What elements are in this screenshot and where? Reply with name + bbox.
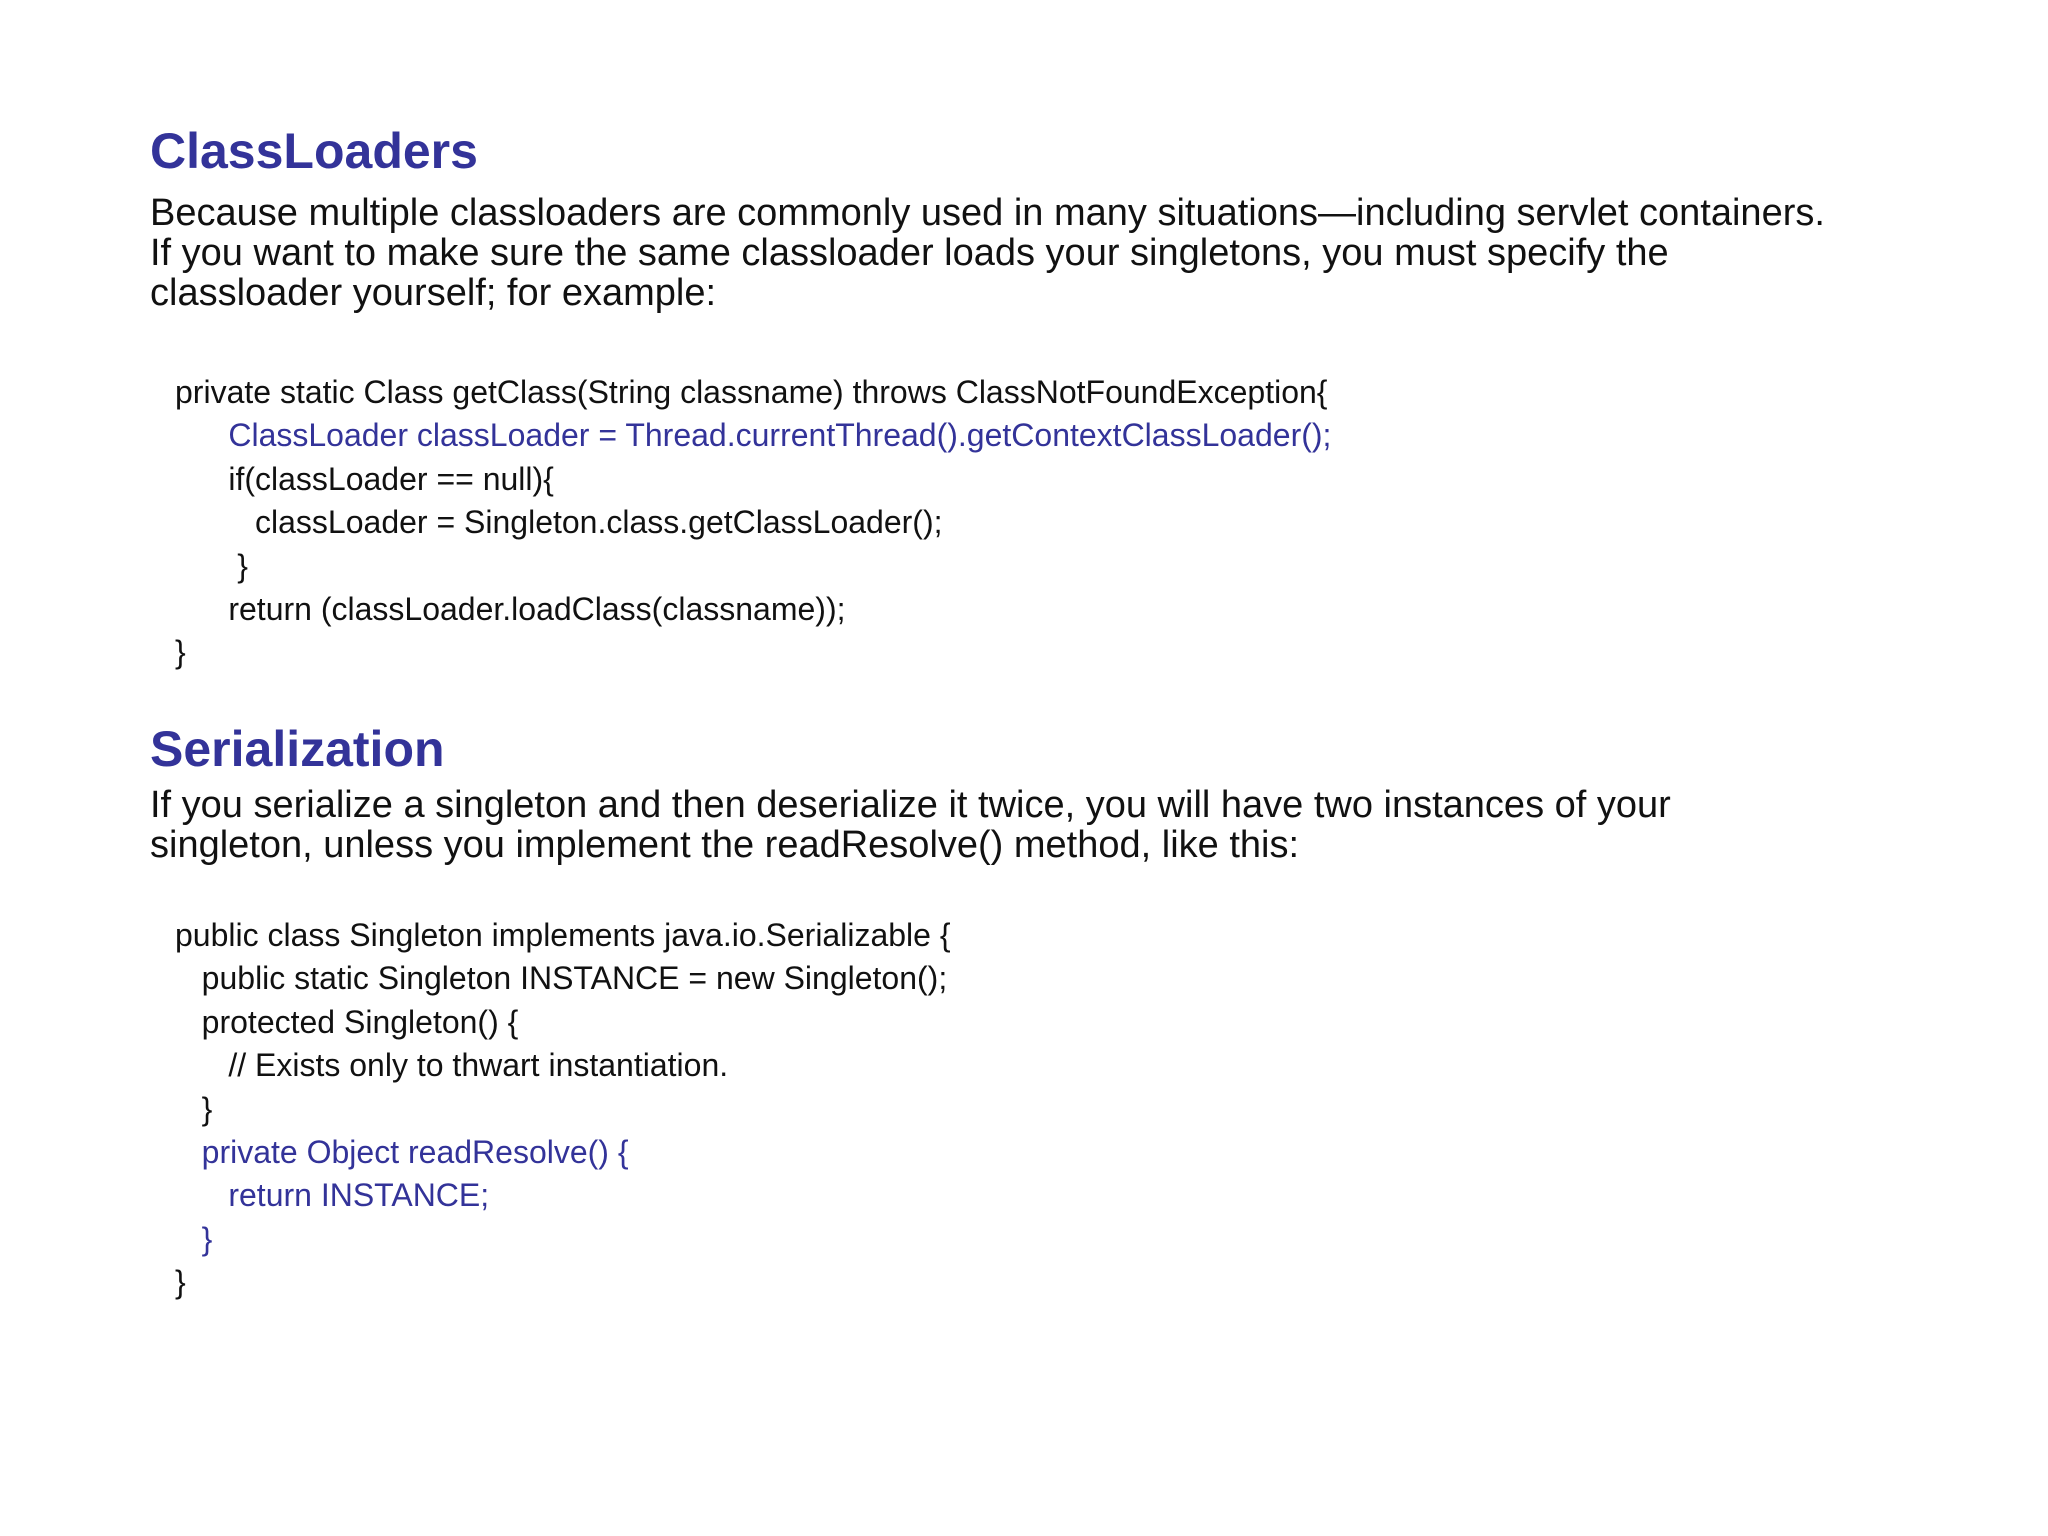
code-line: private static Class getClass(String classname) throws ClassNotFoundException{ — [175, 374, 1328, 410]
section-heading-serialization: Serialization — [150, 721, 445, 777]
section-paragraph-serialization — [150, 785, 1671, 865]
paragraph-line: Because multiple classloaders are commonly used in many situations—including servlet containers. — [150, 192, 1825, 234]
code-line: protected Singleton() { — [175, 1003, 519, 1040]
code-line: } — [175, 1090, 213, 1127]
code-line: // Exists only to thwart instantiation. — [175, 1047, 729, 1084]
code-line: } — [175, 1264, 186, 1301]
paragraph-line: classloader yourself; for example: — [150, 272, 717, 314]
section-heading-classloaders: ClassLoaders — [150, 123, 478, 179]
code-line: } — [175, 547, 248, 584]
code-line-highlighted: return INSTANCE; — [175, 1177, 490, 1214]
code-line: public static Singleton INSTANCE = new Singleton(); — [175, 960, 948, 997]
code-line-highlighted: private Object readResolve() { — [175, 1133, 629, 1170]
code-line: public class Singleton implements java.io.Serializable { — [175, 917, 951, 953]
code-line: } — [175, 634, 186, 671]
paragraph-line: singleton, unless you implement the readResolve() method, like this: — [150, 824, 1300, 866]
code-block-classloaders — [175, 371, 1331, 675]
paragraph-line: If you serialize a singleton and then deserialize it twice, you will have two instances of your — [150, 784, 1671, 826]
section-paragraph-classloaders — [150, 193, 1825, 313]
code-line-highlighted: ClassLoader classLoader = Thread.currentThread().getContextClassLoader(); — [175, 417, 1332, 454]
code-line-highlighted: } — [175, 1220, 213, 1257]
paragraph-line: If you want to make sure the same classloader loads your singletons, you must specify the — [150, 232, 1669, 274]
code-line: return (classLoader.loadClass(classname)); — [175, 590, 846, 627]
code-line: classLoader = Singleton.class.getClassLoader(); — [175, 504, 943, 541]
code-block-serialization — [175, 914, 951, 1305]
code-line: if(classLoader == null){ — [175, 460, 554, 497]
